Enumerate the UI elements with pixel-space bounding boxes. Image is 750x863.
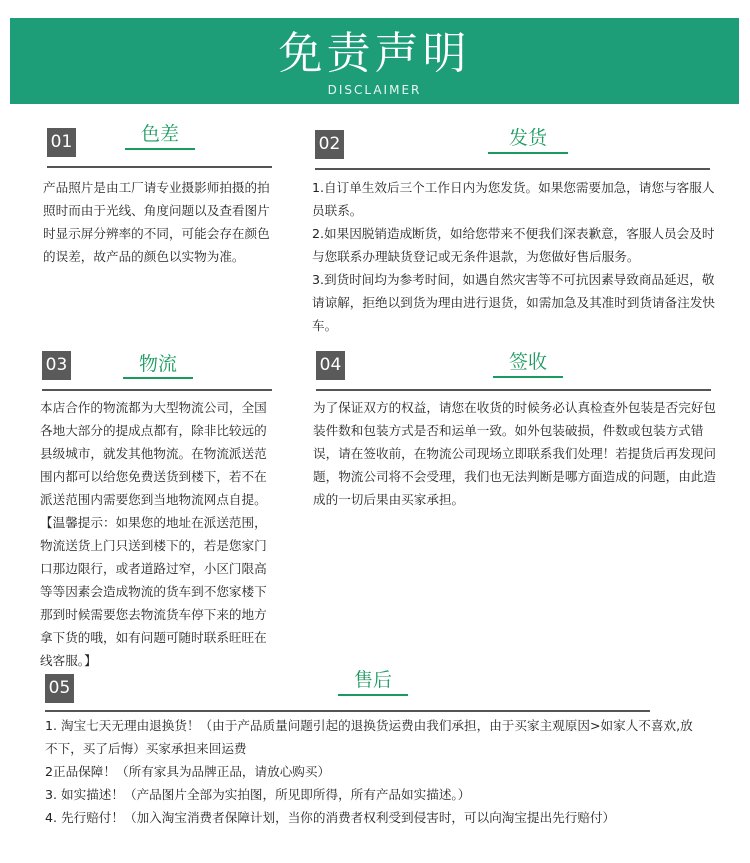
section-body (45, 714, 705, 829)
section-underline (316, 389, 711, 391)
section-body (43, 176, 272, 268)
section-number: 05 (45, 674, 74, 703)
section-title-underline (493, 376, 563, 378)
paragraph: 产品照片是由工厂请专业摄影师拍摄的拍照时而由于光线、角度问题以及查看图片时显示屏分辨率的不同，可能会存在颜色的误差，故产品的颜色以实物为准。 (43, 180, 270, 264)
section-underline (42, 389, 272, 391)
section-body (313, 396, 716, 511)
paragraph: 1.自订单生效后三个工作日内为您发货。如果您需要加急，请您与客服人员联系。 (312, 180, 715, 218)
paragraph: 2正品保障！（所有家具为品牌正品，请放心购买） (45, 764, 331, 779)
paragraph: 3. 如实描述！（产品图片全部为实拍图，所见即所得，所有产品如实描述。） (45, 787, 471, 802)
section-body (40, 396, 272, 672)
section-title-underline (338, 694, 408, 696)
section-number: 02 (315, 130, 344, 159)
section-title: 售后 (353, 669, 392, 691)
paragraph: 【温馨提示：如果您的地址在派送范围，物流送货上门只送到楼下的，若是您家门口那边限行，或者道路过窄，小区门限高等等因素会造成物流的货车到不您家楼下那到时候需要您去物流货车停下来的地方拿下货的哦，如有问题可随时联系旺旺在线客服。】 (40, 515, 267, 668)
section-body (312, 176, 716, 337)
section-title: 签收 (508, 351, 547, 373)
section-title: 发货 (508, 127, 547, 149)
paragraph: 为了保证双方的权益，请您在收货的时候务必认真检查外包装是否完好包装件数和包装方式是否和运单一致。如外包装破损，件数或包装方式错误，请在签收前，在物流公司现场立即联系我们处理！若提货后再发现问题，物流公司将不会受理，我们也无法判断是哪方面造成的问题，由此造成的一切后果由买家承担。 (313, 400, 716, 507)
section-underline (45, 710, 650, 712)
section-underline (315, 168, 710, 170)
paragraph: 2.如果因脱销造成断货，如给您带来不便我们深表歉意，客服人员会及时与您联系办理缺货登记或无条件退款，为您做好售后服务。 (312, 226, 715, 264)
header-banner (10, 18, 739, 104)
paragraph: 本店合作的物流都为大型物流公司，全国各地大部分的提成点都有，除非比较远的县级城市，就发其他物流。在物流派送范围内都可以给您免费送货到楼下，若不在派送范围内需要您到当地物流网点自提。 (40, 400, 267, 507)
section-title-underline (488, 152, 568, 154)
section-title: 色差 (140, 123, 179, 145)
paragraph: 3.到货时间均为参考时间，如遇自然灾害等不可抗因素导致商品延迟，敬请谅解，拒绝以到货为理由进行退货，如需加急及其准时到货请备注发快车。 (312, 272, 715, 333)
section-underline (47, 166, 272, 168)
page-title: 免责声明 (278, 28, 471, 79)
section-title: 物流 (138, 353, 177, 375)
section-title-underline (125, 148, 195, 150)
paragraph: 4. 先行赔付！（加入淘宝消费者保障计划，当你的消费者权利受到侵害时，可以向淘宝提出先行赔付） (45, 810, 616, 825)
paragraph: 1. 淘宝七天无理由退换货！（由于产品质量问题引起的退换货运费由我们承担，由于买家主观原因>如家人不喜欢,放不下，买了后悔）买家承担来回运费 (45, 718, 693, 756)
section-title-underline (123, 377, 193, 379)
section-number: 03 (42, 351, 71, 380)
section-number: 04 (316, 351, 345, 380)
page-subtitle: DISCLAIMER (327, 83, 422, 97)
section-number: 01 (47, 128, 76, 157)
